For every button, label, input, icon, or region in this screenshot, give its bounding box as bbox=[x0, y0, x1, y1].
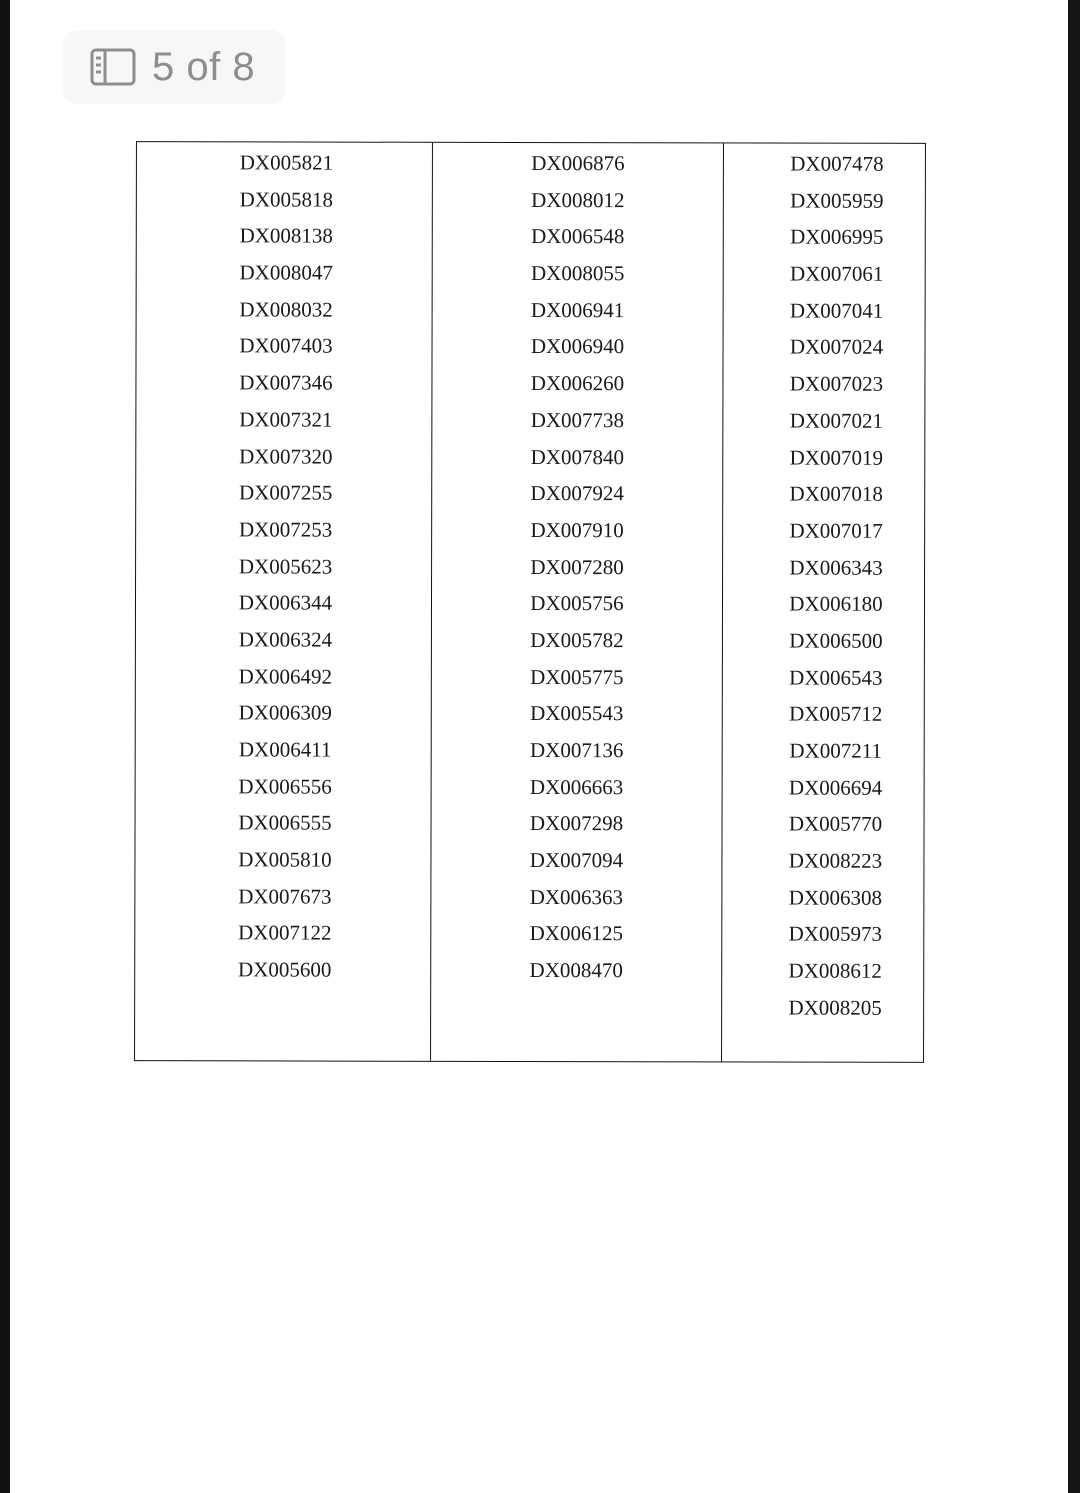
page-indicator[interactable] bbox=[62, 30, 286, 104]
table-cell: DX007255 bbox=[239, 480, 333, 505]
table-cell: DX007403 bbox=[239, 333, 333, 359]
table-cell: DX005543 bbox=[530, 701, 624, 726]
table-cell: DX005712 bbox=[789, 701, 883, 727]
document-page[interactable] bbox=[10, 0, 1068, 1493]
table-cell: DX007094 bbox=[529, 848, 624, 873]
table-cell: DX007346 bbox=[239, 370, 333, 395]
table-cell: DX006125 bbox=[529, 921, 624, 946]
table-cell: DX005770 bbox=[788, 811, 883, 837]
table-cell: DX006492 bbox=[238, 664, 333, 689]
table-cell: DX007041 bbox=[789, 298, 884, 323]
table-cell: DX008205 bbox=[788, 995, 882, 1020]
screen-edge-left bbox=[0, 0, 10, 1493]
table-cell: DX006260 bbox=[530, 371, 625, 396]
table-cell: DX007017 bbox=[789, 518, 883, 543]
table-cell: DX007018 bbox=[789, 481, 883, 506]
table-cell: DX008012 bbox=[531, 187, 625, 212]
table-cell: DX005821 bbox=[239, 150, 334, 175]
table-cell: DX006940 bbox=[530, 334, 625, 359]
table-cell: DX006363 bbox=[529, 884, 624, 909]
dx-number-table bbox=[134, 141, 926, 1063]
table-cell: DX007910 bbox=[530, 517, 624, 543]
table-cell: DX007122 bbox=[238, 920, 332, 946]
table-cell: DX006343 bbox=[789, 555, 883, 580]
table-cell: DX007478 bbox=[790, 151, 884, 176]
table-cell: DX007061 bbox=[789, 261, 884, 286]
table-column-1 bbox=[135, 142, 432, 1061]
table-cell: DX008612 bbox=[788, 958, 882, 983]
table-column-3 bbox=[721, 143, 924, 1061]
table-cell: DX006309 bbox=[238, 700, 332, 725]
table-cell: DX008055 bbox=[530, 261, 625, 286]
screen-edge-right bbox=[1068, 0, 1080, 1493]
page-indicator-label: 5 of 8 bbox=[152, 44, 256, 89]
table-cell: DX007023 bbox=[789, 371, 884, 396]
table-cell: DX008047 bbox=[239, 260, 333, 285]
table-cell: DX005600 bbox=[238, 957, 332, 982]
table-cell: DX006324 bbox=[238, 627, 333, 652]
table-cell: DX007021 bbox=[789, 408, 884, 433]
table-cell: DX007924 bbox=[530, 481, 624, 506]
table-cell: DX006548 bbox=[531, 224, 625, 249]
table-cell: DX006500 bbox=[789, 628, 883, 653]
table-cell: DX008032 bbox=[239, 297, 333, 322]
table-cell: DX006556 bbox=[238, 774, 332, 799]
table-cell: DX006411 bbox=[238, 737, 332, 762]
table-cell: DX007211 bbox=[789, 738, 882, 763]
table-cell: DX007840 bbox=[530, 444, 625, 469]
table-cell: DX005623 bbox=[238, 553, 333, 579]
table-cell: DX006995 bbox=[790, 224, 884, 250]
table-cell: DX007320 bbox=[239, 443, 333, 469]
table-cell: DX005810 bbox=[238, 847, 332, 872]
table-cell: DX008470 bbox=[529, 958, 623, 983]
table-cell: DX006876 bbox=[531, 151, 625, 176]
table-cell: DX007136 bbox=[529, 738, 624, 763]
table-column-2 bbox=[430, 143, 723, 1062]
table-cell: DX007321 bbox=[239, 407, 333, 432]
table-cell: DX005775 bbox=[530, 664, 624, 689]
table-cell: DX008138 bbox=[239, 223, 333, 248]
table-cell: DX006663 bbox=[529, 774, 624, 799]
table-cell: DX008223 bbox=[788, 848, 883, 873]
table-cell: DX007738 bbox=[530, 407, 625, 433]
page-outline-icon bbox=[90, 48, 136, 86]
table-cell: DX007024 bbox=[789, 334, 884, 360]
table-cell: DX006555 bbox=[238, 810, 332, 835]
table-cell: DX005973 bbox=[788, 921, 883, 947]
table-cell: DX005818 bbox=[239, 187, 334, 212]
table-cell: DX006180 bbox=[789, 591, 883, 616]
table-cell: DX006941 bbox=[530, 297, 625, 322]
table-cell: DX005782 bbox=[530, 627, 624, 653]
table-cell: DX006694 bbox=[788, 775, 883, 800]
table-cell: DX007253 bbox=[238, 517, 333, 542]
table-cell: DX007280 bbox=[530, 554, 624, 579]
table-cell: DX005959 bbox=[790, 188, 884, 213]
table-cell: DX007019 bbox=[789, 445, 884, 470]
table-cell: DX006344 bbox=[238, 590, 333, 615]
table-cell: DX007298 bbox=[529, 811, 624, 836]
table-cell: DX007673 bbox=[238, 884, 332, 909]
table-cell: DX006308 bbox=[788, 885, 883, 910]
table-cell: DX005756 bbox=[530, 591, 624, 616]
table-cell: DX006543 bbox=[789, 665, 883, 690]
